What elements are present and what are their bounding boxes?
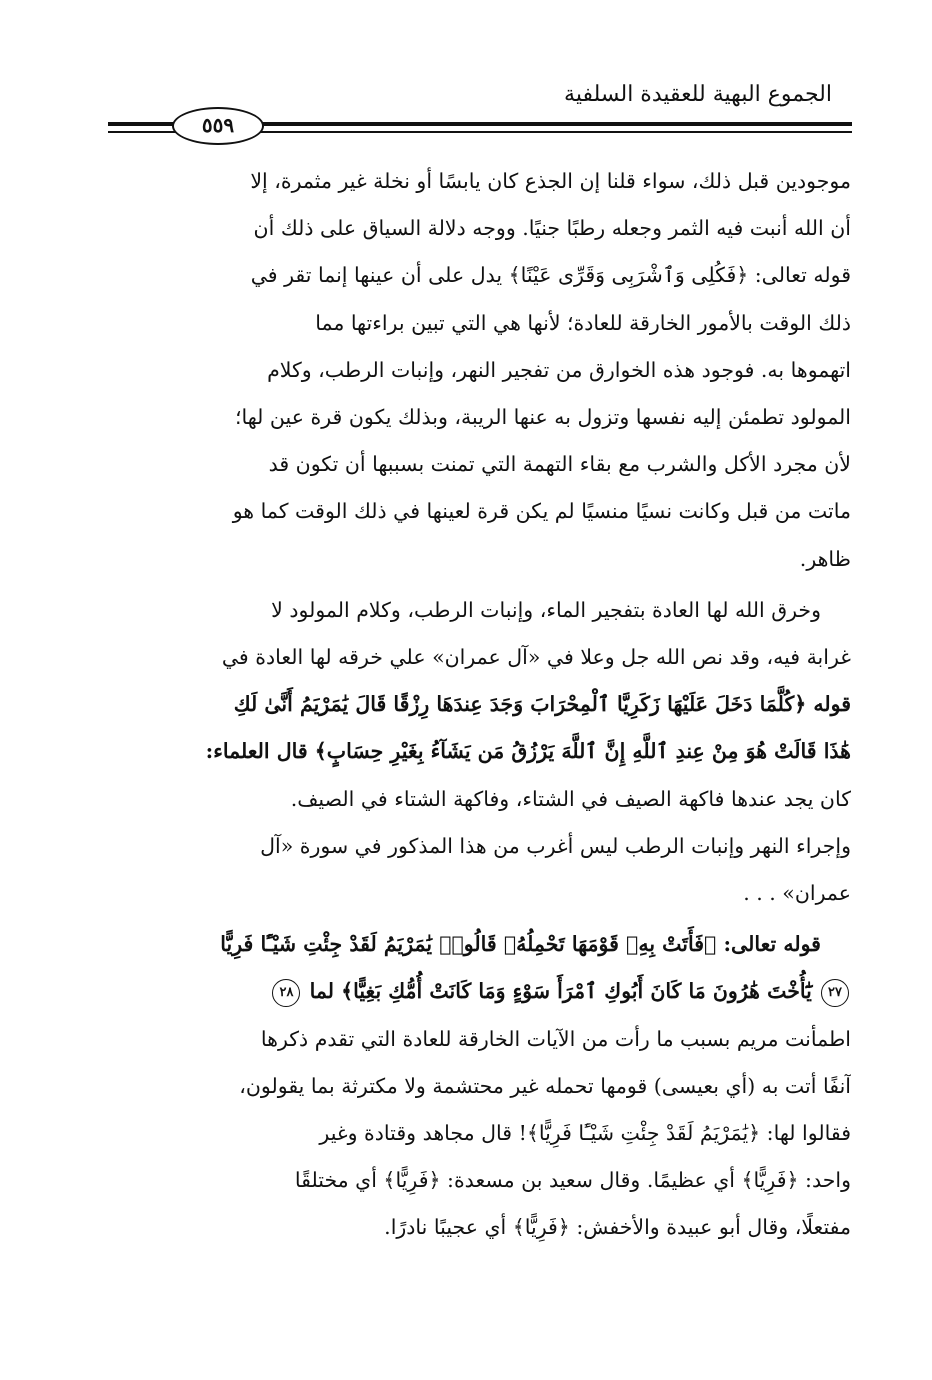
- text-line: اتهموها به. فوجود هذه الخوارق من تفجير النهر، وإنبات الرطب، وكلام: [267, 357, 851, 382]
- text-line: غرابة فيه، وقد نص الله جل وعلا في «آل عمران» علي خرقه لها العادة في: [221, 645, 851, 670]
- text-line: أن الله أنبت فيه الثمر وجعله رطبًا جنيًا. ووجه دلالة السياق على ذلك أن: [253, 216, 851, 241]
- text-line: فقالوا لها: ﴿يَٰمَرْيَمُ لَقَدْ جِئْتِ شَيْـًٔا فَرِيًّا﴾! قال مجاهد وقتادة وغير: [319, 1121, 851, 1146]
- text-line: المولود تطمئن إليه نفسها وتزول به عنها الريبة، وبذلك يكون قرة عين لها؛: [234, 405, 851, 430]
- text-line: ذلك الوقت بالأمور الخارقة للعادة؛ لأنها هي التي تبين براءتها مما: [315, 310, 851, 335]
- text-line-content: قوله تعالى: ﴿فَأَتَتْ بِهِۦ قَوْمَهَا تَحْمِلُهُۥ قَالُوا۟ يَٰمَرْيَمُ لَقَدْ جِئْتِ شَيْـًٔا فَرِيًّا: [220, 932, 821, 957]
- paragraph-2: [106, 587, 851, 917]
- text-line: قوله تعالى: ﴿فَكُلِى وَٱشْرَبِى وَقَرِّى عَيْنًا﴾ يدل على أن عينها إنما تقر في: [250, 263, 851, 288]
- text-line: ماتت من قبل وكانت نسيًا منسيًا لم يكن قرة لعينها في ذلك الوقت كما هو: [232, 499, 851, 524]
- text-line: آنفًا أتت به (أي بعيسى) قومها تحمله غير محتشمة ولا مكترثة بما يقولون،: [239, 1073, 851, 1098]
- text-line: وإجراء النهر وإنبات الرطب ليس أغرب من هذا المذكور في سورة «آل: [260, 833, 851, 858]
- text-line: [106, 587, 851, 634]
- body-text: [106, 158, 851, 1252]
- text-line: موجودين قبل ذلك، سواء قلنا إن الجذع كان يابسًا أو نخلة غير مثمرة، إلا: [250, 169, 851, 193]
- quran-verse-line: هَٰذَا قَالَتْ هُوَ مِنْ عِندِ ٱللَّهِ إِنَّ ٱللَّهَ يَرْزُقُ مَن يَشَآءُ بِغَيْرِ حِسَابٍ﴾ قال العلماء:: [205, 739, 851, 764]
- text-line: مفتعلًا، وقال أبو عبيدة والأخفش: ﴿فَرِيًّا﴾ أي عجيبًا نادرًا.: [384, 1215, 851, 1240]
- quran-verse-line: [106, 968, 851, 1015]
- text-line-content: يَٰٓأُخْتَ هَٰرُونَ مَا كَانَ أَبُوكِ ٱمْرَأَ سَوْءٍ وَمَا كَانَتْ أُمُّكِ بَغِيًّا﴾ لما: [309, 979, 812, 1004]
- text-line: لأن مجرد الأكل والشرب مع بقاء التهمة التي تمنت بسببها أن تكون قد: [268, 452, 851, 477]
- quran-verse-line: قوله ﴿كُلَّمَا دَخَلَ عَلَيْهَا زَكَرِيَّا ٱلْمِحْرَابَ وَجَدَ عِندَهَا رِزْقًا قَالَ يَٰمَرْيَمُ أَنَّىٰ لَكِ: [233, 692, 851, 717]
- text-line-content: وخرق الله لها العادة بتفجير الماء، وإنبات الرطب، وكلام المولود لا: [271, 597, 821, 622]
- text-line: واحد: ﴿فَرِيًّا﴾ أي عظيمًا. وقال سعيد بن مسعدة: ﴿فَرِيًّا﴾ أي مختلقًا: [294, 1168, 851, 1193]
- running-title: الجموع البهية للعقيدة السلفية: [564, 82, 832, 107]
- quran-verse-line: [106, 921, 851, 968]
- text-line: عمران» . . .: [743, 881, 851, 906]
- text-line: كان يجد عندها فاكهة الصيف في الشتاء، وفاكهة الشتاء في الصيف.: [290, 786, 851, 811]
- page-number: ٥٥٩: [172, 107, 264, 145]
- paragraph-1: [106, 158, 851, 583]
- paragraph-3: [106, 921, 851, 1251]
- verse-number-marker: ٢٧: [821, 979, 849, 1007]
- verse-number-marker: ٢٨: [272, 979, 300, 1007]
- text-line: اطمأنت مريم بسبب ما رأت من الآيات الخارقة للعادة التي تقدم ذكرها: [260, 1026, 851, 1051]
- text-line: ظاهر.: [799, 546, 851, 571]
